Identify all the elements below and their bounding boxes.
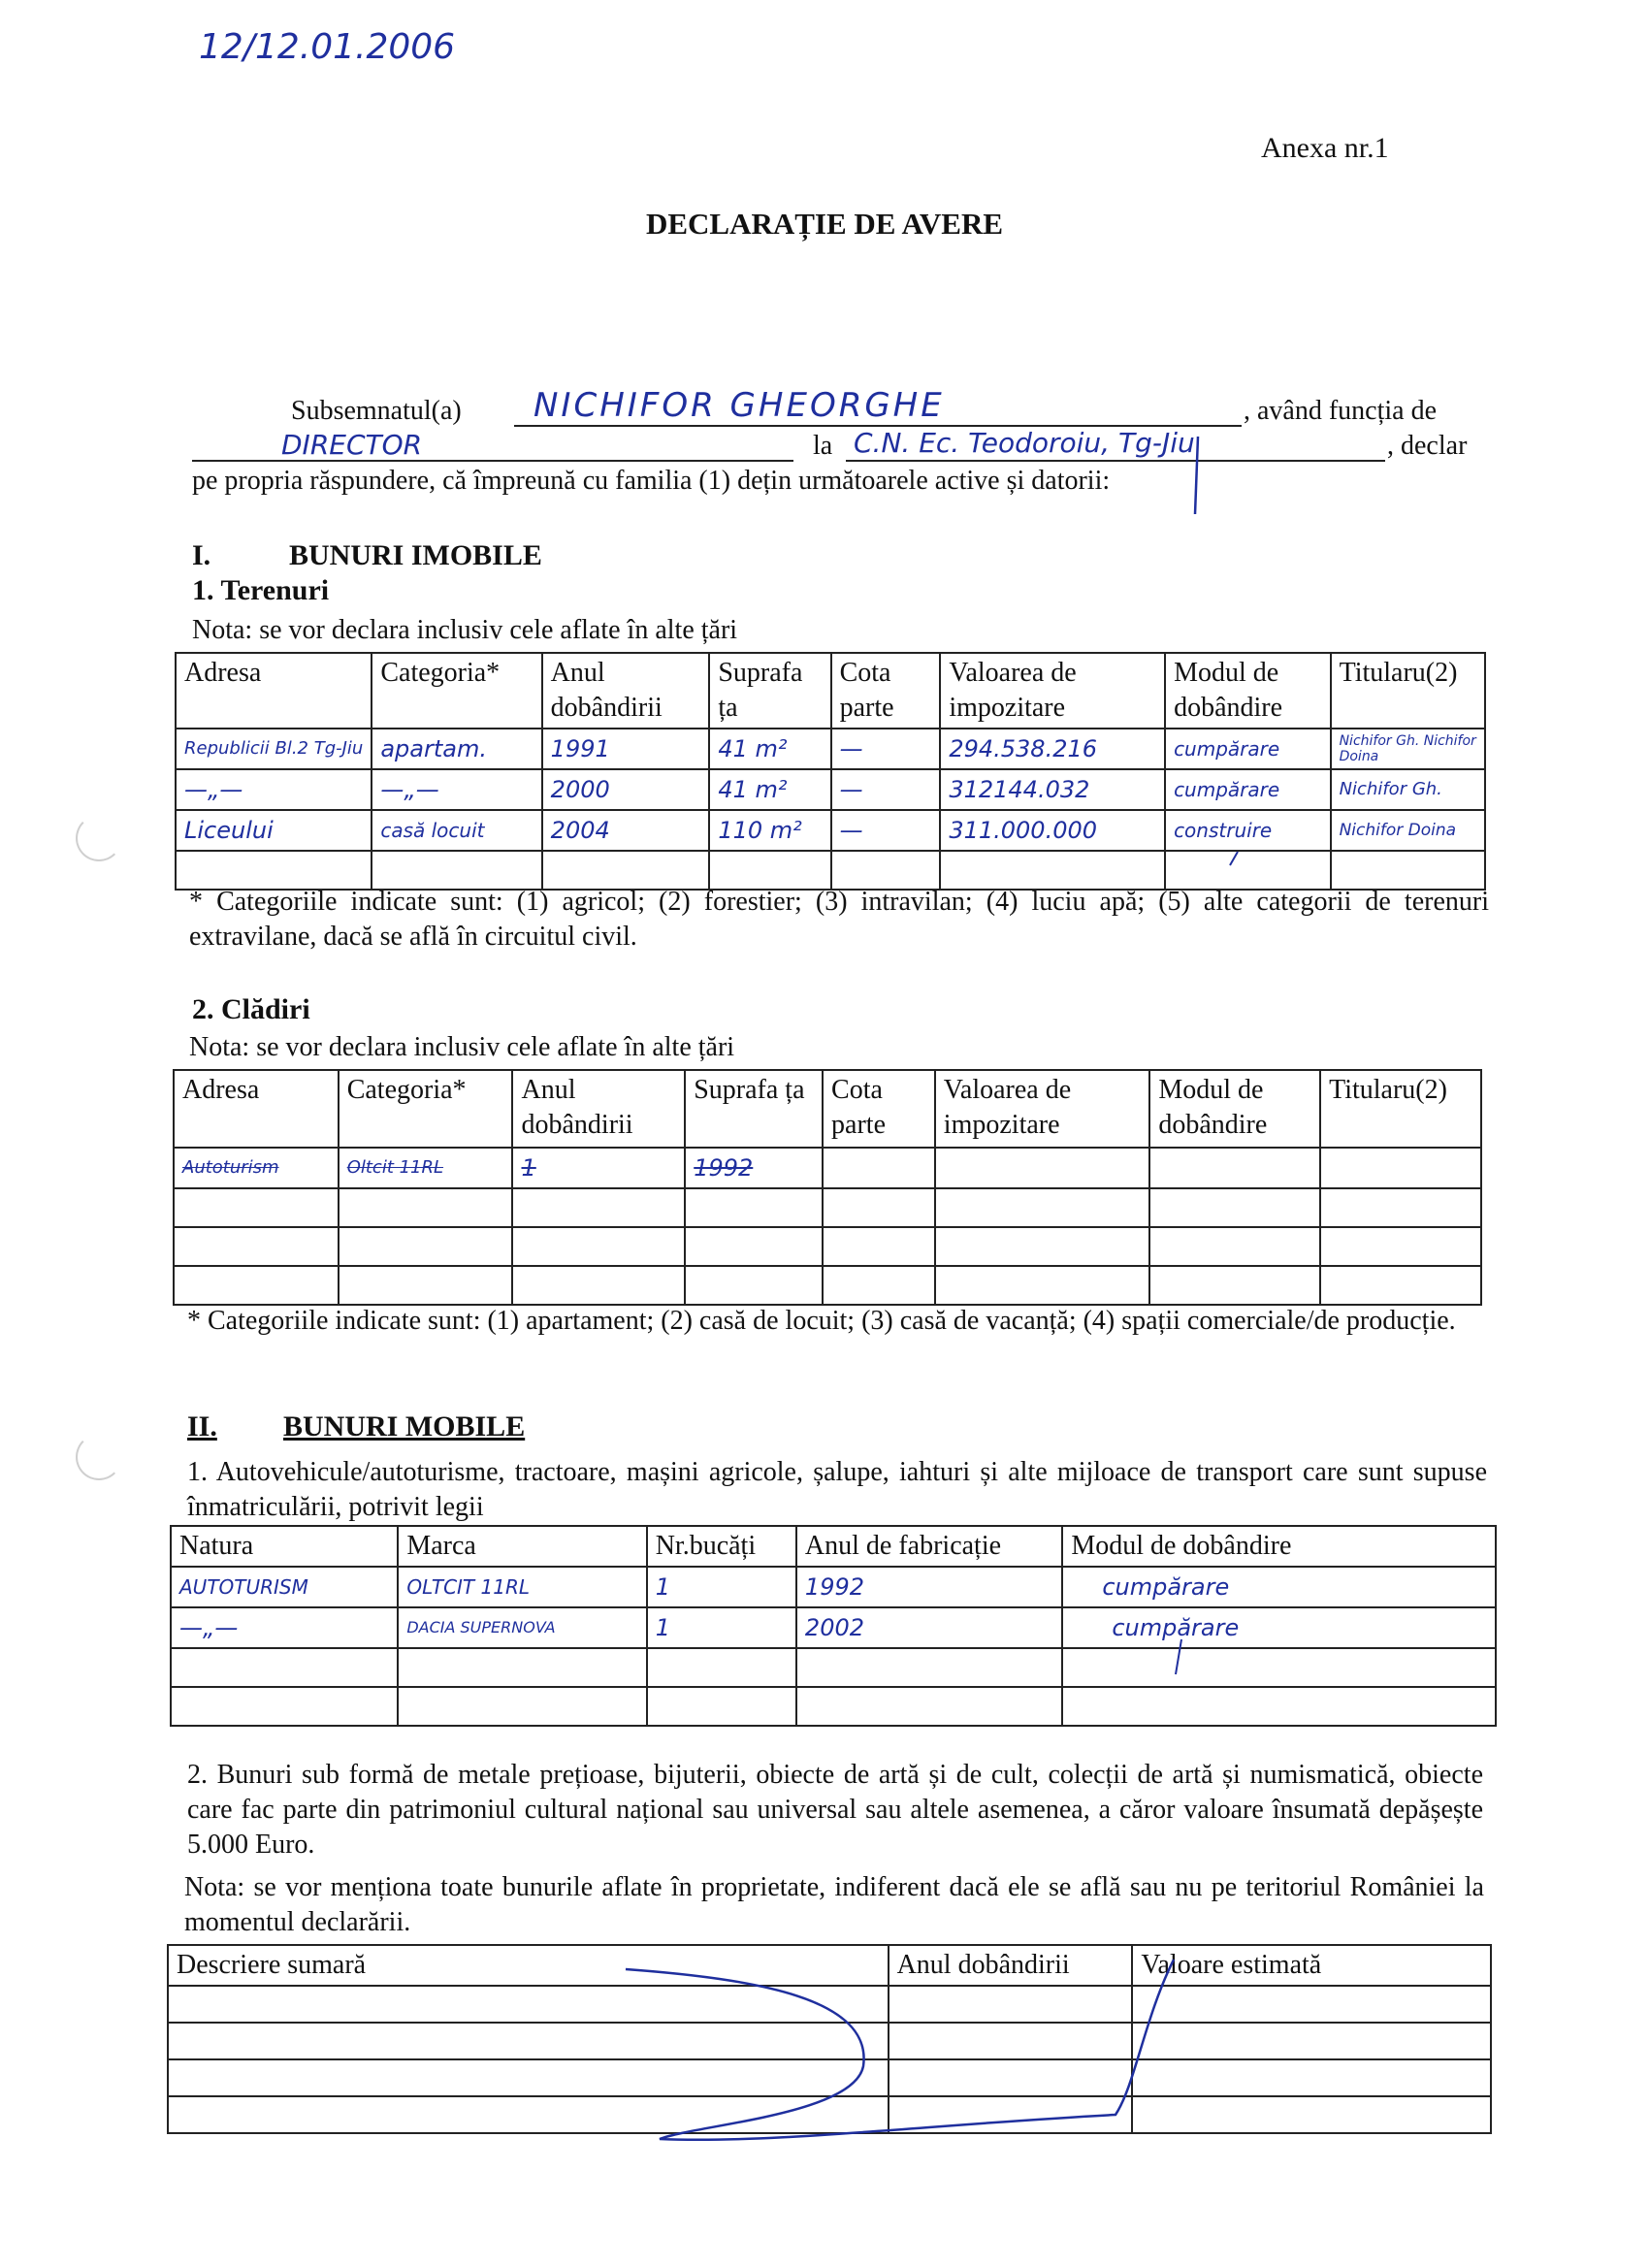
col-header: Categoria*	[339, 1070, 513, 1148]
table-cell: 110 m²	[709, 810, 830, 851]
section2-item1: 1. Autovehicule/autoturisme, tractoare, mașini agricole, șalupe, iahturi și alte mijloace de transport care sunt supuse înmatriculării, potrivit legii	[187, 1457, 1487, 1522]
table-cell: —	[831, 769, 941, 810]
table-cell	[1062, 1648, 1496, 1687]
section1-title: BUNURI IMOBILE	[289, 539, 542, 571]
table-cell	[339, 1188, 513, 1227]
col-header: Categoria*	[372, 653, 541, 729]
table-row	[174, 1266, 1481, 1305]
name-handwritten: NICHIFOR GHEORGHE	[534, 386, 945, 425]
table-cell	[1320, 1266, 1481, 1305]
table-cell	[542, 851, 710, 890]
table-cell	[174, 1266, 339, 1305]
table-cell	[168, 1986, 889, 2023]
section2-title: BUNURI MOBILE	[283, 1410, 526, 1442]
table-row	[171, 1607, 1496, 1648]
table-cell: —„—	[372, 769, 541, 810]
table-cell: 1992	[685, 1148, 823, 1188]
table-cell	[339, 1227, 513, 1266]
table-cell	[685, 1266, 823, 1305]
intro-la: la	[813, 431, 833, 461]
handwritten-date: 12/12.01.2006	[199, 27, 456, 67]
table-cell	[398, 1687, 646, 1726]
table-cell	[685, 1188, 823, 1227]
intro-declar: , declar	[1387, 431, 1468, 461]
valuables-table	[167, 1944, 1492, 2134]
table-cell	[940, 851, 1165, 890]
table-cell	[171, 1687, 398, 1726]
table-cell	[512, 1266, 685, 1305]
table-row	[171, 1567, 1496, 1607]
vehicles-table	[170, 1525, 1497, 1727]
table-row	[168, 2096, 1491, 2133]
terenuri-footnote: * Categoriile indicate sunt: (1) agricol; (2) forestier; (3) intravilan; (4) luciu apă; (5) alte categorii de terenuri extravilane, dacă se află în circuitul civil.	[189, 887, 1489, 952]
table-cell: 2004	[542, 810, 710, 851]
table-cell: —„—	[176, 769, 372, 810]
table-cell: casă locuit	[372, 810, 541, 851]
table-row	[168, 1986, 1491, 2023]
table-cell: 1	[647, 1607, 796, 1648]
table-cell: 294.538.216	[940, 729, 1165, 769]
table-row	[176, 851, 1485, 890]
cladiri-table	[173, 1069, 1482, 1306]
function-handwritten: DIRECTOR	[281, 429, 423, 461]
table-cell: —„—	[171, 1607, 398, 1648]
table-cell	[889, 2096, 1133, 2133]
col-header: Valoarea de impozitare	[935, 1070, 1150, 1148]
table-cell	[512, 1227, 685, 1266]
table-cell	[796, 1687, 1062, 1726]
table-cell	[1149, 1266, 1320, 1305]
table-cell	[685, 1227, 823, 1266]
col-header: Suprafa ța	[709, 653, 830, 729]
section2-roman: II.	[187, 1410, 217, 1442]
table-cell: cumpărare	[1165, 729, 1331, 769]
col-header: Valoare estimată	[1132, 1945, 1491, 1986]
section2-item2: 2. Bunuri sub formă de metale prețioase, bijuterii, obiecte de artă și de cult, colecții de artă și numismatică, obiecte care fac parte din patrimoniul cultural național sau universal sau altele asemenea, a căror valoare însumată depășește 5.000 Euro.	[187, 1760, 1483, 1860]
table-cell	[889, 1986, 1133, 2023]
table-cell: cumpărare	[1062, 1607, 1496, 1648]
col-header: Modul de dobândire	[1165, 653, 1331, 729]
table-cell	[168, 2023, 889, 2059]
table-cell	[512, 1188, 685, 1227]
table-cell	[174, 1227, 339, 1266]
table-cell: Nichifor Gh. Nichifor Doina	[1331, 729, 1485, 769]
table-row	[174, 1227, 1481, 1266]
cladiri-footnote: * Categoriile indicate sunt: (1) apartament; (2) casă de locuit; (3) casă de vacanță; (4) spații comerciale/de producție.	[187, 1306, 1456, 1336]
employer-underline	[846, 460, 1385, 462]
annex-label: Anexa nr.1	[1261, 132, 1389, 164]
table-cell	[823, 1266, 935, 1305]
table-cell	[935, 1266, 1150, 1305]
col-header: Titularu(2)	[1331, 653, 1485, 729]
table-cell: construire	[1165, 810, 1331, 851]
table-cell: OLTCIT 11RL	[398, 1567, 646, 1607]
section1-roman: I.	[192, 539, 211, 571]
table-cell	[935, 1148, 1150, 1188]
intro-line3: pe propria răspundere, că împreună cu familia (1) dețin următoarele active și datorii:	[192, 466, 1111, 496]
col-header: Valoarea de impozitare	[940, 653, 1165, 729]
table-cell: Liceului	[176, 810, 372, 851]
table-cell: 41 m²	[709, 729, 830, 769]
col-header: Anul dobândirii	[542, 653, 710, 729]
col-header: Modul de dobândire	[1149, 1070, 1320, 1148]
intro-check-stroke	[1195, 437, 1198, 514]
table-cell: 1992	[796, 1567, 1062, 1607]
table-cell: 41 m²	[709, 769, 830, 810]
table-cell: —	[831, 810, 941, 851]
table-cell	[372, 851, 541, 890]
table-cell: 311.000.000	[940, 810, 1165, 851]
table-cell	[339, 1266, 513, 1305]
table-cell	[1062, 1687, 1496, 1726]
table-cell	[823, 1148, 935, 1188]
table-cell	[168, 2096, 889, 2133]
table-row	[174, 1188, 1481, 1227]
cladiri-note: Nota: se vor declara inclusiv cele aflate în alte țări	[189, 1032, 735, 1062]
table-cell: 1991	[542, 729, 710, 769]
col-header: Cota parte	[831, 653, 941, 729]
table-cell	[823, 1188, 935, 1227]
table-cell	[1132, 2059, 1491, 2096]
col-header: Anul de fabricație	[796, 1526, 1062, 1567]
intro-avand: , având funcția de	[1244, 396, 1438, 426]
table-row	[174, 1148, 1481, 1188]
table-cell	[935, 1227, 1150, 1266]
table-cell	[889, 2059, 1133, 2096]
table-row	[176, 810, 1485, 851]
punch-hole-mark	[76, 1434, 122, 1480]
col-header: Descriere sumară	[168, 1945, 889, 1986]
table-cell	[1132, 2096, 1491, 2133]
table-cell: —	[831, 729, 941, 769]
table-cell	[1149, 1188, 1320, 1227]
table-cell: DACIA SUPERNOVA	[398, 1607, 646, 1648]
table-cell: 2000	[542, 769, 710, 810]
table-cell	[647, 1648, 796, 1687]
table-cell	[168, 2059, 889, 2096]
table-cell	[935, 1188, 1150, 1227]
cladiri-heading: 2. Clădiri	[192, 993, 310, 1025]
table-cell	[1320, 1227, 1481, 1266]
table-row	[176, 769, 1485, 810]
col-header: Anul dobândirii	[512, 1070, 685, 1148]
table-cell	[1165, 851, 1331, 890]
table-cell	[1132, 1986, 1491, 2023]
section2-note2: Nota: se vor menționa toate bunurile aflate în proprietate, indiferent dacă ele se află sau nu pe teritoriul României la momentul declarării.	[184, 1872, 1484, 1937]
table-cell: Autoturism	[174, 1148, 339, 1188]
col-header: Anul dobândirii	[889, 1945, 1133, 1986]
table-cell	[171, 1648, 398, 1687]
terenuri-heading: 1. Terenuri	[192, 574, 330, 606]
table-cell: 312144.032	[940, 769, 1165, 810]
table-cell	[1320, 1148, 1481, 1188]
col-header: Suprafa ța	[685, 1070, 823, 1148]
table-row	[176, 729, 1485, 769]
table-cell	[398, 1648, 646, 1687]
table-cell	[889, 2023, 1133, 2059]
table-cell	[831, 851, 941, 890]
table-cell: 1	[647, 1567, 796, 1607]
punch-hole-mark	[76, 815, 122, 861]
table-cell	[174, 1188, 339, 1227]
table-cell: 2002	[796, 1607, 1062, 1648]
intro-subsemnatul: Subsemnatul(a)	[291, 396, 462, 426]
table-cell	[1149, 1227, 1320, 1266]
table-cell	[823, 1227, 935, 1266]
table-row	[171, 1648, 1496, 1687]
col-header: Natura	[171, 1526, 398, 1567]
table-cell	[176, 851, 372, 890]
table-row	[168, 2023, 1491, 2059]
table-cell	[1331, 851, 1485, 890]
table-cell: cumpărare	[1062, 1567, 1496, 1607]
table-row	[171, 1687, 1496, 1726]
table-cell	[796, 1648, 1062, 1687]
col-header: Adresa	[174, 1070, 339, 1148]
table-cell	[1132, 2023, 1491, 2059]
table-cell: Nichifor Doina	[1331, 810, 1485, 851]
table-cell: Republicii Bl.2 Tg-Jiu	[176, 729, 372, 769]
table-cell: Oltcit 11RL	[339, 1148, 513, 1188]
table-cell	[1149, 1148, 1320, 1188]
terenuri-table	[175, 652, 1486, 891]
table-cell: 1	[512, 1148, 685, 1188]
col-header: Nr.bucăți	[647, 1526, 796, 1567]
table-cell	[709, 851, 830, 890]
col-header: Modul de dobândire	[1062, 1526, 1496, 1567]
col-header: Titularu(2)	[1320, 1070, 1481, 1148]
table-cell: Nichifor Gh.	[1331, 769, 1485, 810]
table-cell: cumpărare	[1165, 769, 1331, 810]
table-cell	[1320, 1188, 1481, 1227]
page-title: DECLARAȚIE DE AVERE	[645, 207, 1004, 241]
employer-handwritten: C.N. Ec. Teodoroiu, Tg-Jiu	[854, 427, 1195, 459]
table-cell	[647, 1687, 796, 1726]
col-header: Cota parte	[823, 1070, 935, 1148]
col-header: Marca	[398, 1526, 646, 1567]
table-row	[168, 2059, 1491, 2096]
terenuri-note: Nota: se vor declara inclusiv cele aflate în alte țări	[192, 615, 738, 645]
col-header: Adresa	[176, 653, 372, 729]
table-cell: apartam.	[372, 729, 541, 769]
table-cell: AUTOTURISM	[171, 1567, 398, 1607]
